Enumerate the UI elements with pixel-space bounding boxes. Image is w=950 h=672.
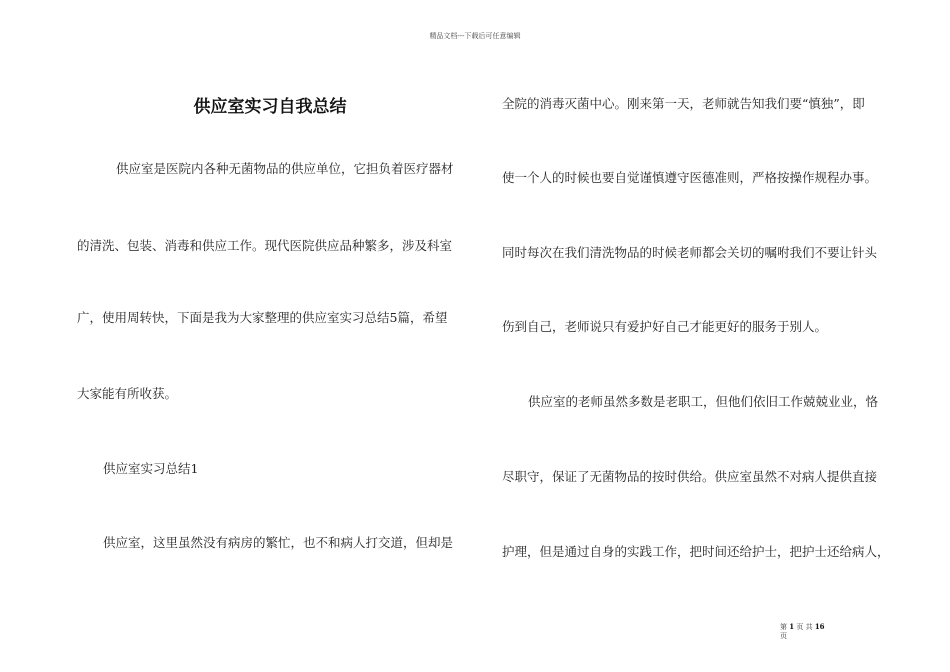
footer-prefix: 第 [780, 623, 787, 631]
header-note: 精品文档---下载后可任意编辑 [429, 32, 521, 40]
left-line-1: 供应室是医院内各种无菌物品的供应单位，它担负着医疗器材 [116, 161, 454, 176]
left-line-6: 供应室，这里虽然没有病房的繁忙，也不和病人打交道，但却是 [103, 535, 454, 550]
right-line-2: 使一个人的时候也要自觉谨慎遵守医德准则，严格按操作规程办事。 [502, 170, 878, 185]
page-number-footer [780, 622, 825, 641]
left-line-2: 的清洗、包装、消毒和供应工作。现代医院供应品种繁多，涉及科室 [77, 238, 453, 253]
footer-page: 1 [789, 622, 795, 631]
footer-suffix: 页 [780, 632, 787, 640]
left-subheading: 供应室实习总结1 [103, 461, 199, 476]
footer-middle: 页 共 [796, 623, 813, 631]
right-line-1: 全院的消毒灭菌中心。刚来第一天，老师就告知我们要“慎独”，即 [502, 96, 865, 111]
footer-total: 16 [814, 622, 825, 631]
right-line-3: 同时每次在我们清洗物品的时候老师都会关切的嘱咐我们不要让针头 [502, 245, 878, 260]
document-title: 供应室实习自我总结 [193, 97, 347, 117]
left-line-3: 广，使用周转快，下面是我为大家整理的供应室实习总结5篇，希望 [77, 310, 448, 325]
right-line-4: 伤到自己，老师说只有爱护好自己才能更好的服务于别人。 [502, 319, 828, 334]
right-line-7: 护理，但是通过自身的实践工作，把时间还给护士，把护士还给病人， [502, 544, 890, 559]
right-line-5: 供应室的老师虽然多数是老职工，但他们依旧工作兢兢业业，恪 [528, 394, 879, 409]
right-line-6: 尽职守，保证了无菌物品的按时供给。供应室虽然不对病人提供直接 [502, 469, 878, 484]
left-line-4: 大家能有所收获。 [77, 386, 178, 401]
